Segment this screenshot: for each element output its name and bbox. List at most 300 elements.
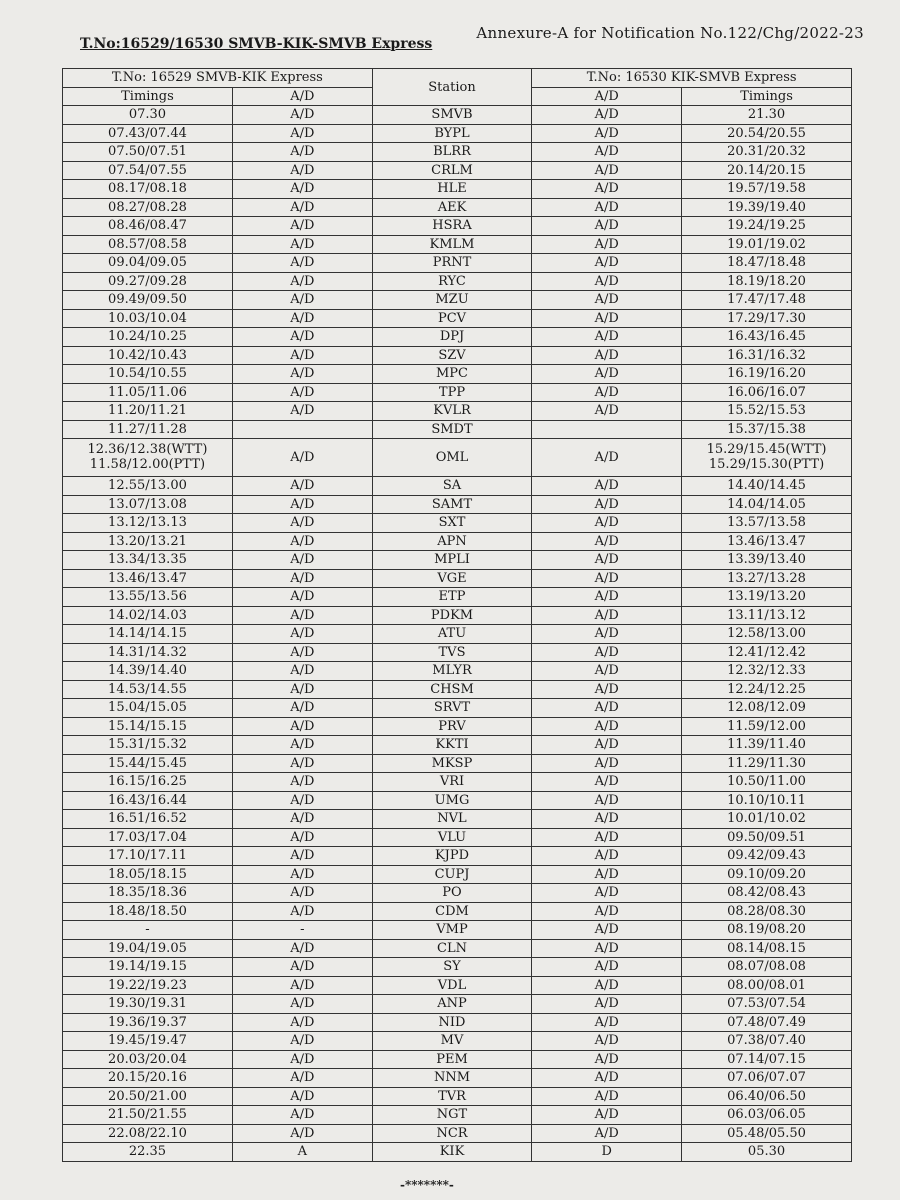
station-cell: MZU: [372, 291, 532, 310]
station-cell: BYPL: [372, 124, 532, 143]
table-row: [63, 1032, 852, 1051]
right-ad-cell: A/D: [532, 902, 682, 921]
station-cell: PDKM: [372, 606, 532, 625]
left-ad-cell: A/D: [232, 495, 372, 514]
station-cell: TVR: [372, 1087, 532, 1106]
right-timing-cell: 12.24/12.25: [682, 680, 852, 699]
left-timing-cell: 13.20/13.21: [63, 532, 233, 551]
right-ad-cell: A/D: [532, 402, 682, 421]
table-row: [63, 514, 852, 533]
right-ad-cell: A/D: [532, 1050, 682, 1069]
table-row: [63, 365, 852, 384]
right-ad-cell: A/D: [532, 217, 682, 236]
table-row: [63, 477, 852, 496]
left-ad-cell: A/D: [232, 1050, 372, 1069]
left-timing-cell: 10.42/10.43: [63, 346, 233, 365]
right-timing-cell: 13.46/13.47: [682, 532, 852, 551]
station-cell: DPJ: [372, 328, 532, 347]
station-cell: KIK: [372, 1143, 532, 1162]
right-ad-cell: A/D: [532, 865, 682, 884]
left-timing-cell: 09.49/09.50: [63, 291, 233, 310]
left-timing-cell: 18.35/18.36: [63, 884, 233, 903]
station-cell: KVLR: [372, 402, 532, 421]
left-ad-cell: A/D: [232, 976, 372, 995]
left-ad-cell: A/D: [232, 514, 372, 533]
station-cell: BLRR: [372, 143, 532, 162]
timetable: [62, 68, 852, 1162]
left-ad-cell: A/D: [232, 606, 372, 625]
table-row: [63, 532, 852, 551]
right-ad-cell: A/D: [532, 106, 682, 125]
right-timing-cell: 18.19/18.20: [682, 272, 852, 291]
left-ad-cell: A/D: [232, 402, 372, 421]
station-cell: ATU: [372, 625, 532, 644]
right-ad-cell: [532, 420, 682, 439]
station-cell: CRLM: [372, 161, 532, 180]
station-cell: KKTI: [372, 736, 532, 755]
right-ad-header: A/D: [532, 87, 682, 106]
station-cell: PO: [372, 884, 532, 903]
left-timing-cell: 15.31/15.32: [63, 736, 233, 755]
right-timing-cell: 13.27/13.28: [682, 569, 852, 588]
station-cell: MPC: [372, 365, 532, 384]
station-cell: PEM: [372, 1050, 532, 1069]
right-timing-cell: 07.06/07.07: [682, 1069, 852, 1088]
train-title: T.No:16529/16530 SMVB-KIK-SMVB Express: [80, 36, 433, 52]
right-timing-cell: 20.14/20.15: [682, 161, 852, 180]
left-ad-cell: A/D: [232, 643, 372, 662]
table-row: [63, 921, 852, 940]
station-cell: KMLM: [372, 235, 532, 254]
left-ad-cell: A/D: [232, 124, 372, 143]
left-ad-cell: A/D: [232, 680, 372, 699]
table-row: [63, 1013, 852, 1032]
left-ad-cell: A/D: [232, 551, 372, 570]
right-timing-cell: 07.38/07.40: [682, 1032, 852, 1051]
right-ad-cell: A/D: [532, 699, 682, 718]
right-timing-cell: 08.14/08.15: [682, 939, 852, 958]
station-cell: SA: [372, 477, 532, 496]
right-timing-cell: 16.31/16.32: [682, 346, 852, 365]
right-ad-cell: A/D: [532, 1087, 682, 1106]
timetable-body: [63, 106, 852, 1162]
right-timing-cell: 08.42/08.43: [682, 884, 852, 903]
station-cell: CHSM: [372, 680, 532, 699]
left-ad-cell: A/D: [232, 161, 372, 180]
right-ad-cell: A/D: [532, 643, 682, 662]
table-row: [63, 254, 852, 273]
station-cell: VGE: [372, 569, 532, 588]
right-timing-cell: 14.04/14.05: [682, 495, 852, 514]
left-ad-cell: A/D: [232, 810, 372, 829]
left-timing-cell: 15.04/15.05: [63, 699, 233, 718]
left-train-header: T.No: 16529 SMVB-KIK Express: [63, 69, 373, 88]
right-timing-cell: 12.41/12.42: [682, 643, 852, 662]
table-row: [63, 810, 852, 829]
station-cell: SAMT: [372, 495, 532, 514]
table-row: [63, 995, 852, 1014]
right-ad-cell: A/D: [532, 1032, 682, 1051]
station-cell: SMVB: [372, 106, 532, 125]
right-timing-cell: 07.53/07.54: [682, 995, 852, 1014]
left-ad-cell: A/D: [232, 1069, 372, 1088]
left-timing-cell: -: [63, 921, 233, 940]
left-timing-cell: 16.43/16.44: [63, 791, 233, 810]
table-row: [63, 902, 852, 921]
table-row: [63, 662, 852, 681]
right-ad-cell: A/D: [532, 346, 682, 365]
table-row: [63, 680, 852, 699]
right-timing-cell: 09.10/09.20: [682, 865, 852, 884]
table-row: [63, 383, 852, 402]
right-timing-cell: 11.39/11.40: [682, 736, 852, 755]
left-timing-cell: 17.10/17.11: [63, 847, 233, 866]
station-cell: SY: [372, 958, 532, 977]
table-row: [63, 291, 852, 310]
table-row: [63, 272, 852, 291]
right-ad-cell: A/D: [532, 995, 682, 1014]
left-timing-cell: 08.27/08.28: [63, 198, 233, 217]
right-ad-cell: A/D: [532, 717, 682, 736]
right-ad-cell: A/D: [532, 606, 682, 625]
station-cell: ETP: [372, 588, 532, 607]
right-ad-cell: A/D: [532, 254, 682, 273]
left-timing-cell: 22.35: [63, 1143, 233, 1162]
table-row: [63, 847, 852, 866]
station-cell: APN: [372, 532, 532, 551]
station-header: Station: [372, 69, 532, 106]
table-row: [63, 958, 852, 977]
table-row: [63, 106, 852, 125]
right-timing-cell: 09.50/09.51: [682, 828, 852, 847]
left-timing-cell: 07.30: [63, 106, 233, 125]
station-cell: MPLI: [372, 551, 532, 570]
footer-marker: -*******-: [400, 1178, 454, 1192]
table-row: [63, 1106, 852, 1125]
right-ad-cell: A/D: [532, 958, 682, 977]
right-ad-cell: A/D: [532, 680, 682, 699]
left-ad-cell: A/D: [232, 699, 372, 718]
station-cell: CUPJ: [372, 865, 532, 884]
left-ad-cell: A/D: [232, 235, 372, 254]
left-timing-cell: 11.05/11.06: [63, 383, 233, 402]
right-timing-cell: 16.19/16.20: [682, 365, 852, 384]
left-timing-cell: 13.55/13.56: [63, 588, 233, 607]
left-timing-cell: 15.44/15.45: [63, 754, 233, 773]
right-timing-cell: 20.31/20.32: [682, 143, 852, 162]
station-cell: NVL: [372, 810, 532, 829]
table-row: [63, 495, 852, 514]
right-timing-cell: 16.06/16.07: [682, 383, 852, 402]
station-cell: ANP: [372, 995, 532, 1014]
station-cell: TVS: [372, 643, 532, 662]
left-ad-cell: A/D: [232, 995, 372, 1014]
right-ad-cell: A/D: [532, 773, 682, 792]
right-timing-cell: 10.10/10.11: [682, 791, 852, 810]
table-row: [63, 569, 852, 588]
right-ad-cell: A/D: [532, 736, 682, 755]
table-row: [63, 143, 852, 162]
right-ad-cell: A/D: [532, 439, 682, 477]
right-timing-cell: 19.57/19.58: [682, 180, 852, 199]
right-ad-cell: A/D: [532, 1106, 682, 1125]
station-cell: SZV: [372, 346, 532, 365]
left-timing-cell: 21.50/21.55: [63, 1106, 233, 1125]
left-ad-cell: A/D: [232, 865, 372, 884]
table-row: [63, 1087, 852, 1106]
right-ad-cell: A/D: [532, 161, 682, 180]
right-timing-cell: 15.37/15.38: [682, 420, 852, 439]
right-timing-cell: 17.29/17.30: [682, 309, 852, 328]
table-row: [63, 939, 852, 958]
table-row: [63, 791, 852, 810]
left-timing-cell: 20.15/20.16: [63, 1069, 233, 1088]
left-ad-cell: A/D: [232, 291, 372, 310]
station-cell: VRI: [372, 773, 532, 792]
right-ad-cell: A/D: [532, 828, 682, 847]
table-row: [63, 328, 852, 347]
right-timing-cell: 19.39/19.40: [682, 198, 852, 217]
left-timing-cell: 20.03/20.04: [63, 1050, 233, 1069]
station-cell: VMP: [372, 921, 532, 940]
left-timing-cell: 14.31/14.32: [63, 643, 233, 662]
table-row: [63, 198, 852, 217]
station-cell: SMDT: [372, 420, 532, 439]
table-row: [63, 699, 852, 718]
right-ad-cell: A/D: [532, 939, 682, 958]
left-timing-cell: 20.50/21.00: [63, 1087, 233, 1106]
right-timing-cell: 13.19/13.20: [682, 588, 852, 607]
right-timing-cell: 19.24/19.25: [682, 217, 852, 236]
right-ad-cell: A/D: [532, 847, 682, 866]
right-timing-cell: 13.39/13.40: [682, 551, 852, 570]
left-timing-cell: 14.53/14.55: [63, 680, 233, 699]
left-ad-cell: A/D: [232, 180, 372, 199]
right-ad-cell: A/D: [532, 625, 682, 644]
left-timing-cell: 12.55/13.00: [63, 477, 233, 496]
left-timing-cell: 16.15/16.25: [63, 773, 233, 792]
left-ad-cell: A/D: [232, 198, 372, 217]
right-ad-cell: A/D: [532, 235, 682, 254]
right-timing-cell: 05.48/05.50: [682, 1124, 852, 1143]
station-cell: TPP: [372, 383, 532, 402]
right-timing-cell: 15.52/15.53: [682, 402, 852, 421]
table-row: [63, 420, 852, 439]
left-ad-cell: A/D: [232, 662, 372, 681]
table-row: [63, 717, 852, 736]
right-ad-cell: A/D: [532, 1124, 682, 1143]
left-timing-cell: 13.34/13.35: [63, 551, 233, 570]
right-ad-cell: A/D: [532, 569, 682, 588]
right-timing-cell: 10.50/11.00: [682, 773, 852, 792]
left-timing-cell: 14.14/14.15: [63, 625, 233, 644]
table-row: [63, 161, 852, 180]
table-row: [63, 588, 852, 607]
left-ad-cell: A/D: [232, 365, 372, 384]
right-ad-cell: A/D: [532, 754, 682, 773]
left-timing-cell: 12.36/12.38(WTT) 11.58/12.00(PTT): [63, 439, 233, 477]
left-timing-cell: 19.22/19.23: [63, 976, 233, 995]
left-timing-cell: 09.04/09.05: [63, 254, 233, 273]
station-cell: HSRA: [372, 217, 532, 236]
left-ad-cell: A/D: [232, 272, 372, 291]
right-train-header: T.No: 16530 KIK-SMVB Express: [532, 69, 852, 88]
right-ad-cell: A/D: [532, 495, 682, 514]
left-timing-cell: 19.36/19.37: [63, 1013, 233, 1032]
left-timing-cell: 17.03/17.04: [63, 828, 233, 847]
left-timing-cell: 18.05/18.15: [63, 865, 233, 884]
left-timing-cell: 19.04/19.05: [63, 939, 233, 958]
table-row: [63, 736, 852, 755]
table-row: [63, 1069, 852, 1088]
left-timing-cell: 10.54/10.55: [63, 365, 233, 384]
left-ad-cell: A/D: [232, 717, 372, 736]
left-timing-cell: 10.03/10.04: [63, 309, 233, 328]
right-timing-cell: 07.48/07.49: [682, 1013, 852, 1032]
table-row: [63, 1143, 852, 1162]
left-ad-cell: A/D: [232, 217, 372, 236]
right-timing-cell: 18.47/18.48: [682, 254, 852, 273]
table-row: [63, 865, 852, 884]
left-ad-cell: A/D: [232, 939, 372, 958]
right-ad-cell: A/D: [532, 976, 682, 995]
left-ad-cell: A/D: [232, 1124, 372, 1143]
station-cell: PCV: [372, 309, 532, 328]
right-timing-cell: 07.14/07.15: [682, 1050, 852, 1069]
right-timing-cell: 15.29/15.45(WTT) 15.29/15.30(PTT): [682, 439, 852, 477]
left-ad-cell: A/D: [232, 902, 372, 921]
right-timing-cell: 11.59/12.00: [682, 717, 852, 736]
right-timing-cell: 14.40/14.45: [682, 477, 852, 496]
left-timing-cell: 11.27/11.28: [63, 420, 233, 439]
station-cell: HLE: [372, 180, 532, 199]
left-ad-cell: A/D: [232, 383, 372, 402]
left-ad-cell: A/D: [232, 1106, 372, 1125]
table-row: [63, 754, 852, 773]
right-ad-cell: A/D: [532, 291, 682, 310]
left-timings-header: Timings: [63, 87, 233, 106]
right-ad-cell: A/D: [532, 124, 682, 143]
right-timing-cell: 09.42/09.43: [682, 847, 852, 866]
right-ad-cell: A/D: [532, 588, 682, 607]
right-timing-cell: 08.28/08.30: [682, 902, 852, 921]
left-ad-cell: A/D: [232, 1087, 372, 1106]
right-timing-cell: 05.30: [682, 1143, 852, 1162]
table-row: [63, 309, 852, 328]
right-timing-cell: 06.40/06.50: [682, 1087, 852, 1106]
left-ad-cell: A/D: [232, 625, 372, 644]
station-cell: MLYR: [372, 662, 532, 681]
left-ad-cell: A/D: [232, 736, 372, 755]
right-ad-cell: A/D: [532, 551, 682, 570]
table-row: [63, 773, 852, 792]
left-timing-cell: 14.39/14.40: [63, 662, 233, 681]
right-timing-cell: 08.07/08.08: [682, 958, 852, 977]
right-timing-cell: 21.30: [682, 106, 852, 125]
table-row: [63, 606, 852, 625]
left-timing-cell: 22.08/22.10: [63, 1124, 233, 1143]
left-ad-cell: A/D: [232, 346, 372, 365]
left-timing-cell: 08.57/08.58: [63, 235, 233, 254]
left-timing-cell: 13.12/13.13: [63, 514, 233, 533]
table-row: [63, 625, 852, 644]
left-ad-cell: [232, 420, 372, 439]
station-cell: AEK: [372, 198, 532, 217]
right-ad-cell: A/D: [532, 1069, 682, 1088]
left-ad-cell: A/D: [232, 477, 372, 496]
left-ad-cell: A/D: [232, 1032, 372, 1051]
right-timing-cell: 16.43/16.45: [682, 328, 852, 347]
right-ad-cell: A/D: [532, 514, 682, 533]
left-ad-cell: A/D: [232, 828, 372, 847]
right-timing-cell: 06.03/06.05: [682, 1106, 852, 1125]
left-ad-cell: A/D: [232, 847, 372, 866]
left-timing-cell: 18.48/18.50: [63, 902, 233, 921]
left-ad-cell: A/D: [232, 254, 372, 273]
left-timing-cell: 09.27/09.28: [63, 272, 233, 291]
right-timing-cell: 08.00/08.01: [682, 976, 852, 995]
station-cell: MV: [372, 1032, 532, 1051]
left-ad-cell: A/D: [232, 773, 372, 792]
right-timing-cell: 19.01/19.02: [682, 235, 852, 254]
table-row: [63, 439, 852, 477]
right-ad-cell: A/D: [532, 477, 682, 496]
left-ad-cell: -: [232, 921, 372, 940]
right-ad-cell: A/D: [532, 810, 682, 829]
left-timing-cell: 10.24/10.25: [63, 328, 233, 347]
right-ad-cell: A/D: [532, 791, 682, 810]
station-cell: SXT: [372, 514, 532, 533]
right-ad-cell: A/D: [532, 365, 682, 384]
right-ad-cell: A/D: [532, 180, 682, 199]
left-timing-cell: 19.14/19.15: [63, 958, 233, 977]
right-ad-cell: A/D: [532, 143, 682, 162]
table-row: [63, 1050, 852, 1069]
station-cell: SRVT: [372, 699, 532, 718]
left-ad-cell: A/D: [232, 439, 372, 477]
station-cell: MKSP: [372, 754, 532, 773]
table-row: [63, 402, 852, 421]
right-ad-cell: A/D: [532, 884, 682, 903]
station-cell: PRV: [372, 717, 532, 736]
left-timing-cell: 19.45/19.47: [63, 1032, 233, 1051]
right-timing-cell: 12.08/12.09: [682, 699, 852, 718]
table-row: [63, 180, 852, 199]
right-timing-cell: 17.47/17.48: [682, 291, 852, 310]
right-ad-cell: A/D: [532, 309, 682, 328]
right-ad-cell: A/D: [532, 662, 682, 681]
right-timings-header: Timings: [682, 87, 852, 106]
left-ad-cell: A: [232, 1143, 372, 1162]
station-cell: NGT: [372, 1106, 532, 1125]
station-cell: KJPD: [372, 847, 532, 866]
left-ad-cell: A/D: [232, 532, 372, 551]
right-timing-cell: 13.11/13.12: [682, 606, 852, 625]
left-timing-cell: 11.20/11.21: [63, 402, 233, 421]
left-ad-cell: A/D: [232, 328, 372, 347]
left-timing-cell: 08.17/08.18: [63, 180, 233, 199]
left-ad-cell: A/D: [232, 569, 372, 588]
station-cell: CDM: [372, 902, 532, 921]
annexure-heading: Annexure-A for Notification No.122/Chg/2022-23: [476, 24, 864, 42]
table-row: [63, 235, 852, 254]
table-row: [63, 1124, 852, 1143]
left-timing-cell: 07.54/07.55: [63, 161, 233, 180]
left-ad-cell: A/D: [232, 588, 372, 607]
right-ad-cell: A/D: [532, 328, 682, 347]
left-ad-cell: A/D: [232, 791, 372, 810]
left-ad-cell: A/D: [232, 106, 372, 125]
